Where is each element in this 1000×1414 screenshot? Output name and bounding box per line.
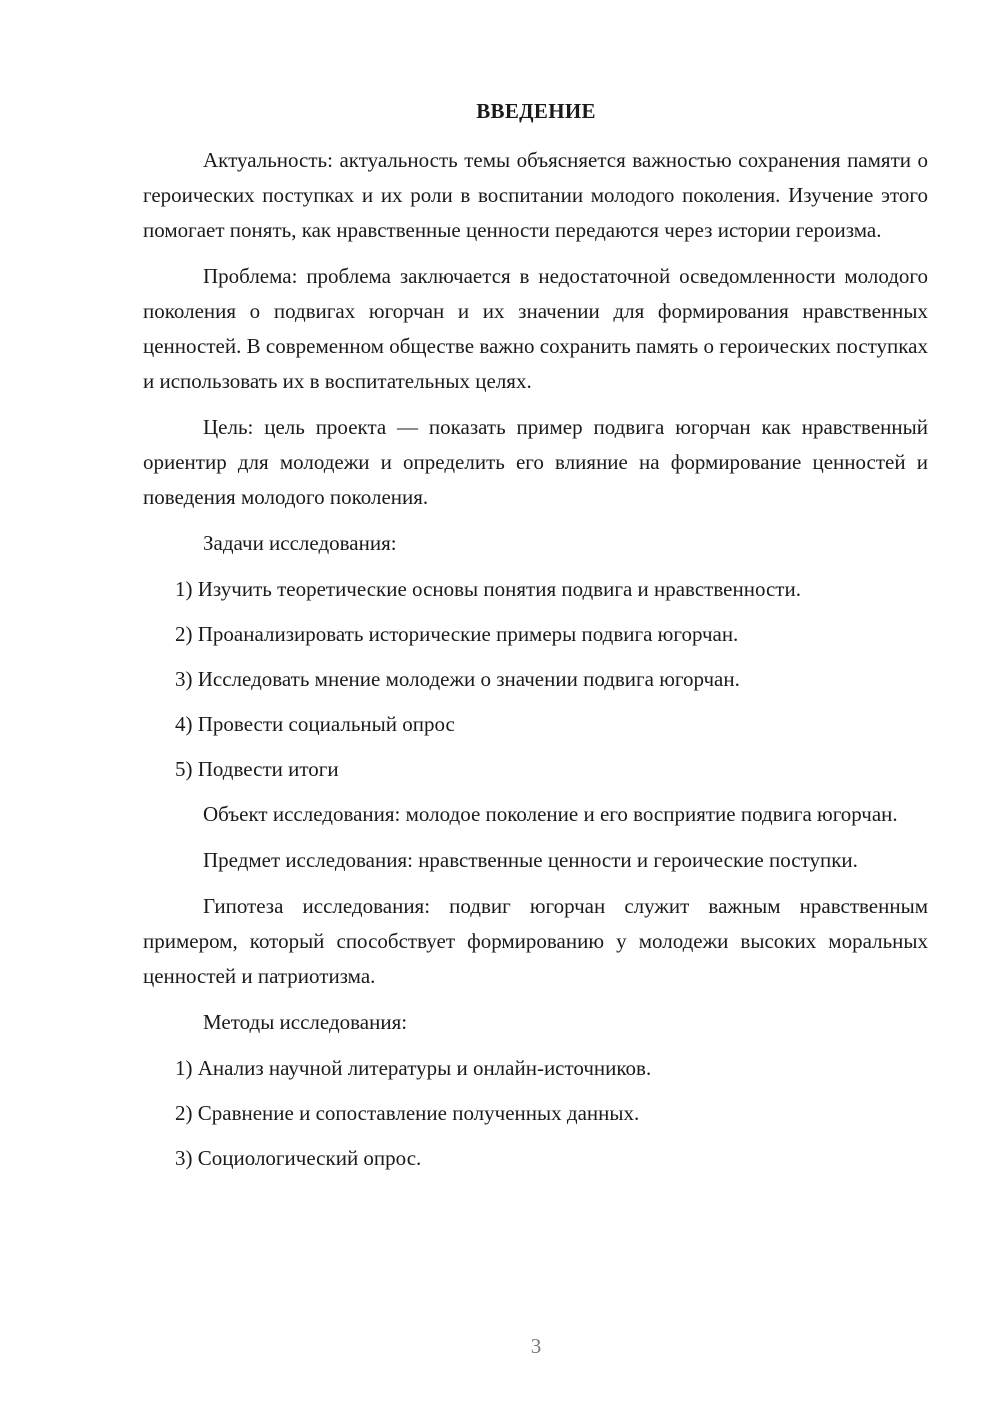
subject-paragraph: Предмет исследования: нравственные ценности и героические поступки. [203,848,858,872]
task-item: 4) Провести социальный опрос [175,712,455,736]
section-title: ВВЕДЕНИЕ [476,99,596,123]
relevance-paragraph: Актуальность: актуальность темы объясняется важностью сохранения памяти о героических поступках и их роли в воспитании молодого поколения. Изучение этого помогает понять, как нравственные ценности передаются через истории героизма. [143,148,928,242]
methods-heading: Методы исследования: [203,1010,408,1034]
task-item: 5) Подвести итоги [175,757,339,781]
tasks-heading: Задачи исследования: [203,531,397,555]
method-item: 3) Социологический опрос. [175,1146,422,1170]
method-item: 1) Анализ научной литературы и онлайн-источников. [175,1056,652,1080]
object-paragraph: Объект исследования: молодое поколение и его восприятие подвига югорчан. [203,802,898,826]
document-body [143,143,928,1186]
task-item: 2) Проанализировать исторические примеры подвига югорчан. [175,622,739,646]
hypothesis-paragraph: Гипотеза исследования: подвиг югорчан служит важным нравственным примером, который способствует формированию у молодежи высоких моральных ценностей и патриотизма. [143,894,928,988]
page-number: 3 [530,1334,542,1358]
task-item: 1) Изучить теоретические основы понятия подвига и нравственности. [175,577,801,601]
method-item: 2) Сравнение и сопоставление полученных данных. [175,1101,640,1125]
goal-paragraph: Цель: цель проекта — показать пример подвига югорчан как нравственный ориентир для молодежи и определить его влияние на формирование ценностей и поведения молодого поколения. [143,415,928,509]
task-item: 3) Исследовать мнение молодежи о значении подвига югорчан. [175,667,740,691]
problem-paragraph: Проблема: проблема заключается в недостаточной осведомленности молодого поколения о подвигах югорчан и их значении для формирования нравственных ценностей. В современном обществе важно сохранить память о героических поступках и использовать их в воспитательных целях. [143,264,928,393]
